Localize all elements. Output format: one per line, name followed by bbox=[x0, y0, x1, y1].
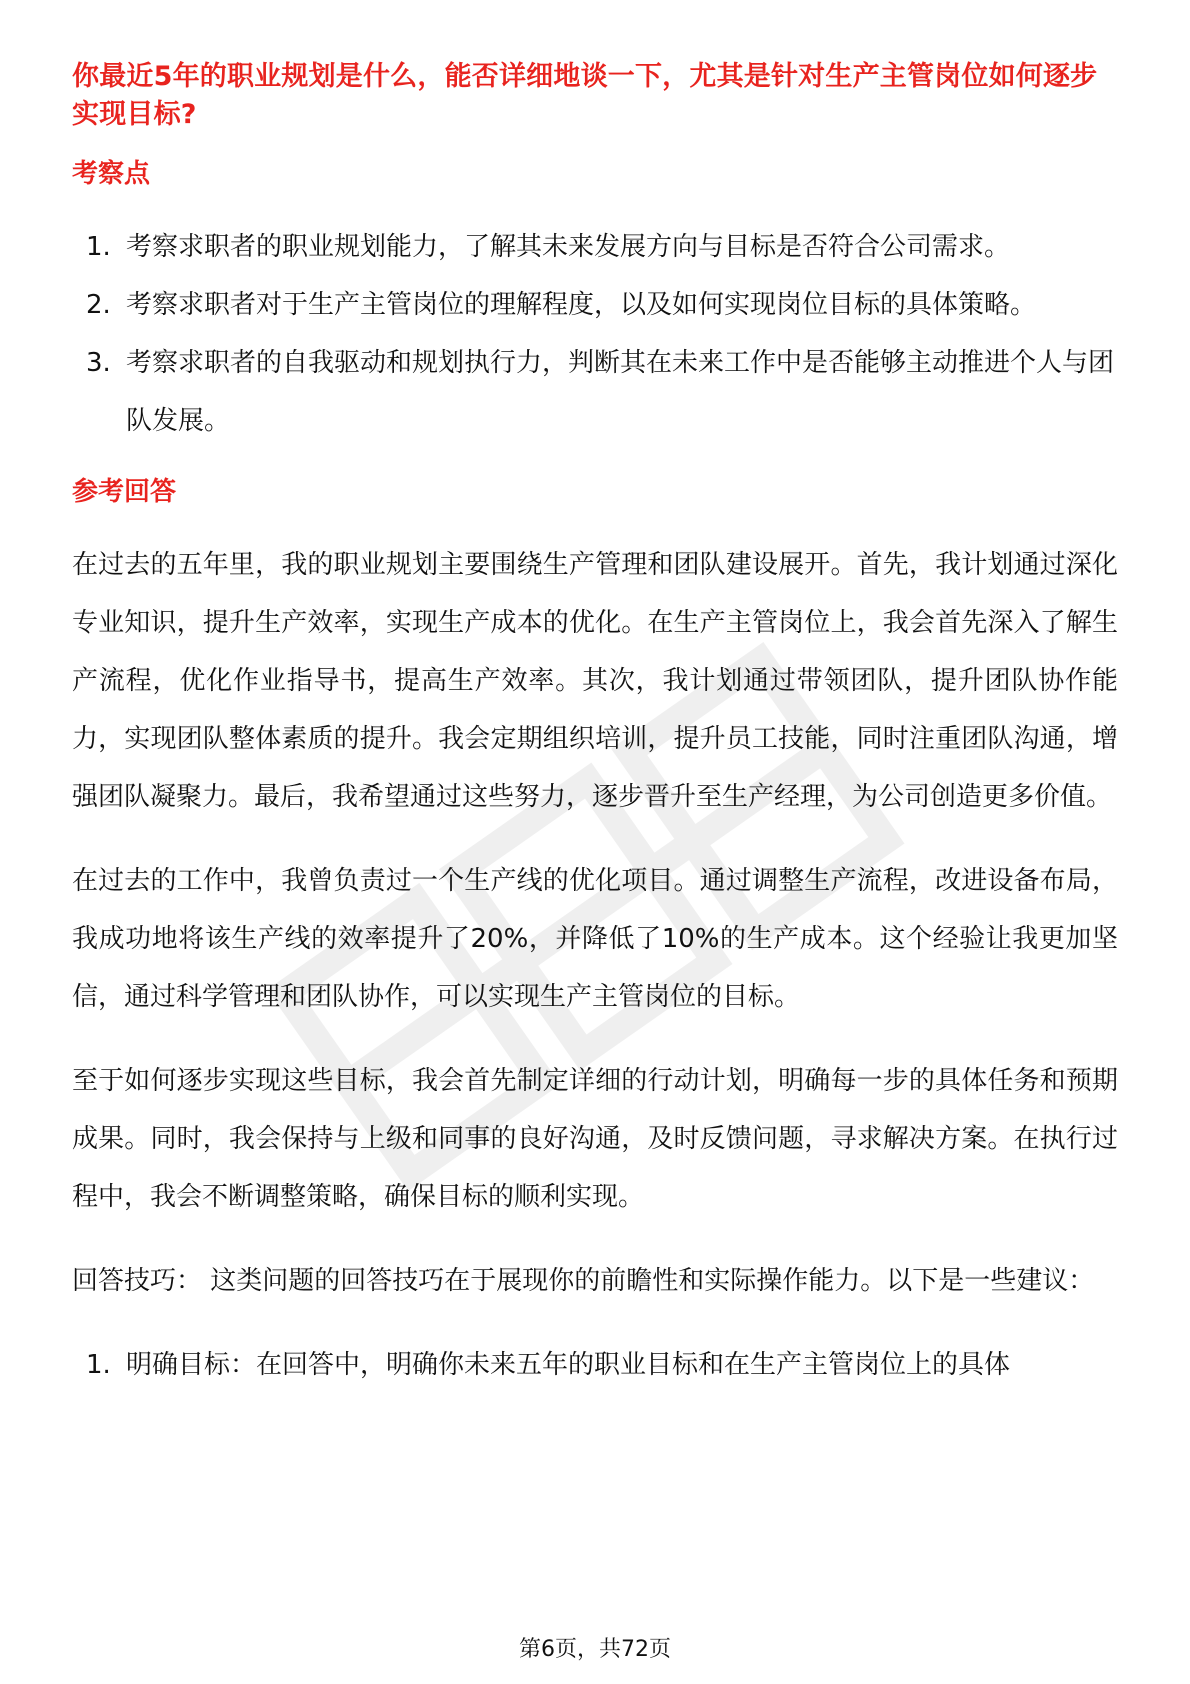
question-title: 你最近5年的职业规划是什么，能否详细地谈一下，尤其是针对生产主管岗位如何逐步实现目标? bbox=[72, 61, 1098, 130]
tips-intro-paragraph: 回答技巧： 这类问题的回答技巧在于展现你的前瞻性和实际操作能力。以下是一些建议： bbox=[72, 1266, 1095, 1296]
points-list bbox=[72, 218, 1118, 450]
points-heading: 考察点 bbox=[72, 159, 151, 189]
list-item bbox=[72, 218, 1118, 276]
list-item bbox=[72, 334, 1118, 450]
answer-paragraph: 在过去的五年里，我的职业规划主要围绕生产管理和团队建设展开。首先，我计划通过深化专业知识，提升生产效率，实现生产成本的优化。在生产主管岗位上，我会首先深入了解生产流程，优化作业指导书，提高生产效率。其次，我计划通过带领团队，提升团队协作能力，实现团队整体素质的提升。我会定期组织培训，提升员工技能，同时注重团队沟通，增强团队凝聚力。最后，我希望通过这些努力，逐步晋升至生产经理，为公司创造更多价值。 bbox=[72, 550, 1118, 812]
list-item-text: 明确目标：在回答中，明确你未来五年的职业目标和在生产主管岗位上的具体 bbox=[126, 1350, 1011, 1380]
list-item-text: 考察求职者的职业规划能力，了解其未来发展方向与目标是否符合公司需求。 bbox=[126, 232, 1011, 262]
page-content bbox=[72, 58, 1118, 1418]
list-item bbox=[72, 1336, 1118, 1394]
answer-paragraph: 至于如何逐步实现这些目标，我会首先制定详细的行动计划，明确每一步的具体任务和预期成果。同时，我会保持与上级和同事的良好沟通，及时反馈问题，寻求解决方案。在执行过程中，我会不断调整策略，确保目标的顺利实现。 bbox=[72, 1066, 1118, 1212]
list-item bbox=[72, 276, 1118, 334]
list-item-number: 1. bbox=[86, 1350, 111, 1380]
answer-heading: 参考回答 bbox=[72, 477, 177, 507]
page-number-footer: 第6页，共72页 bbox=[519, 1637, 671, 1662]
answer-paragraph: 在过去的工作中，我曾负责过一个生产线的优化项目。通过调整生产流程，改进设备布局，我成功地将该生产线的效率提升了20%，并降低了10%的生产成本。这个经验让我更加坚信，通过科学管理和团队协作，可以实现生产主管岗位的目标。 bbox=[72, 866, 1118, 1012]
list-item-number: 1. bbox=[86, 232, 111, 262]
list-item-number: 3. bbox=[86, 348, 111, 378]
list-item-text: 考察求职者的自我驱动和规划执行力，判断其在未来工作中是否能够主动推进个人与团队发展。 bbox=[126, 348, 1115, 436]
list-item-text: 考察求职者对于生产主管岗位的理解程度，以及如何实现岗位目标的具体策略。 bbox=[126, 290, 1037, 320]
list-item-number: 2. bbox=[86, 290, 111, 320]
tips-list bbox=[72, 1336, 1118, 1394]
